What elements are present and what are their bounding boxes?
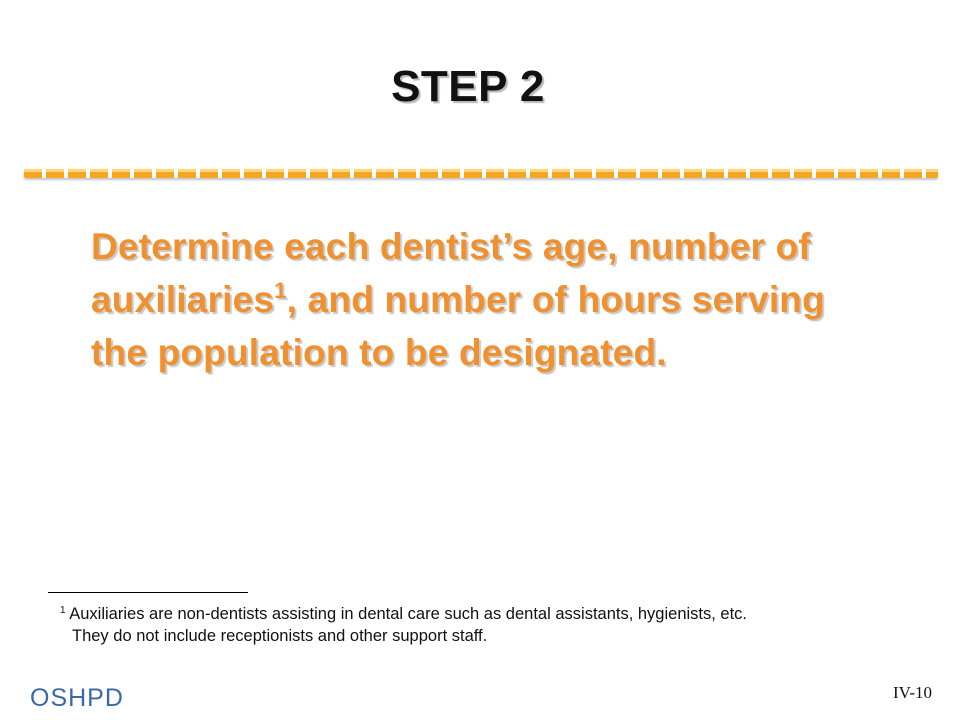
slide-title: STEP 2 bbox=[391, 62, 545, 111]
footnote-marker: 1 bbox=[60, 605, 66, 616]
footnote-line-1: Auxiliaries are non-dentists assisting in dental care such as dental assistants, hygienists, etc. bbox=[69, 605, 748, 623]
body-line-2-start: auxiliaries bbox=[91, 279, 275, 320]
footnote bbox=[60, 603, 940, 647]
footnote-line-2: They do not include receptionists and other support staff. bbox=[72, 627, 488, 645]
page-number: IV-10 bbox=[892, 683, 932, 702]
body-line-2-end: , and number of hours serving bbox=[286, 279, 825, 320]
title-divider bbox=[24, 169, 938, 178]
body-line-3: the population to be designated. bbox=[91, 332, 667, 373]
oshpd-logo: OSHPD bbox=[30, 684, 124, 712]
slide-body-text bbox=[91, 220, 891, 379]
body-line-1: Determine each dentist’s age, number of bbox=[91, 226, 811, 267]
footnote-separator bbox=[48, 592, 248, 593]
footnote-reference: 1 bbox=[274, 278, 287, 303]
